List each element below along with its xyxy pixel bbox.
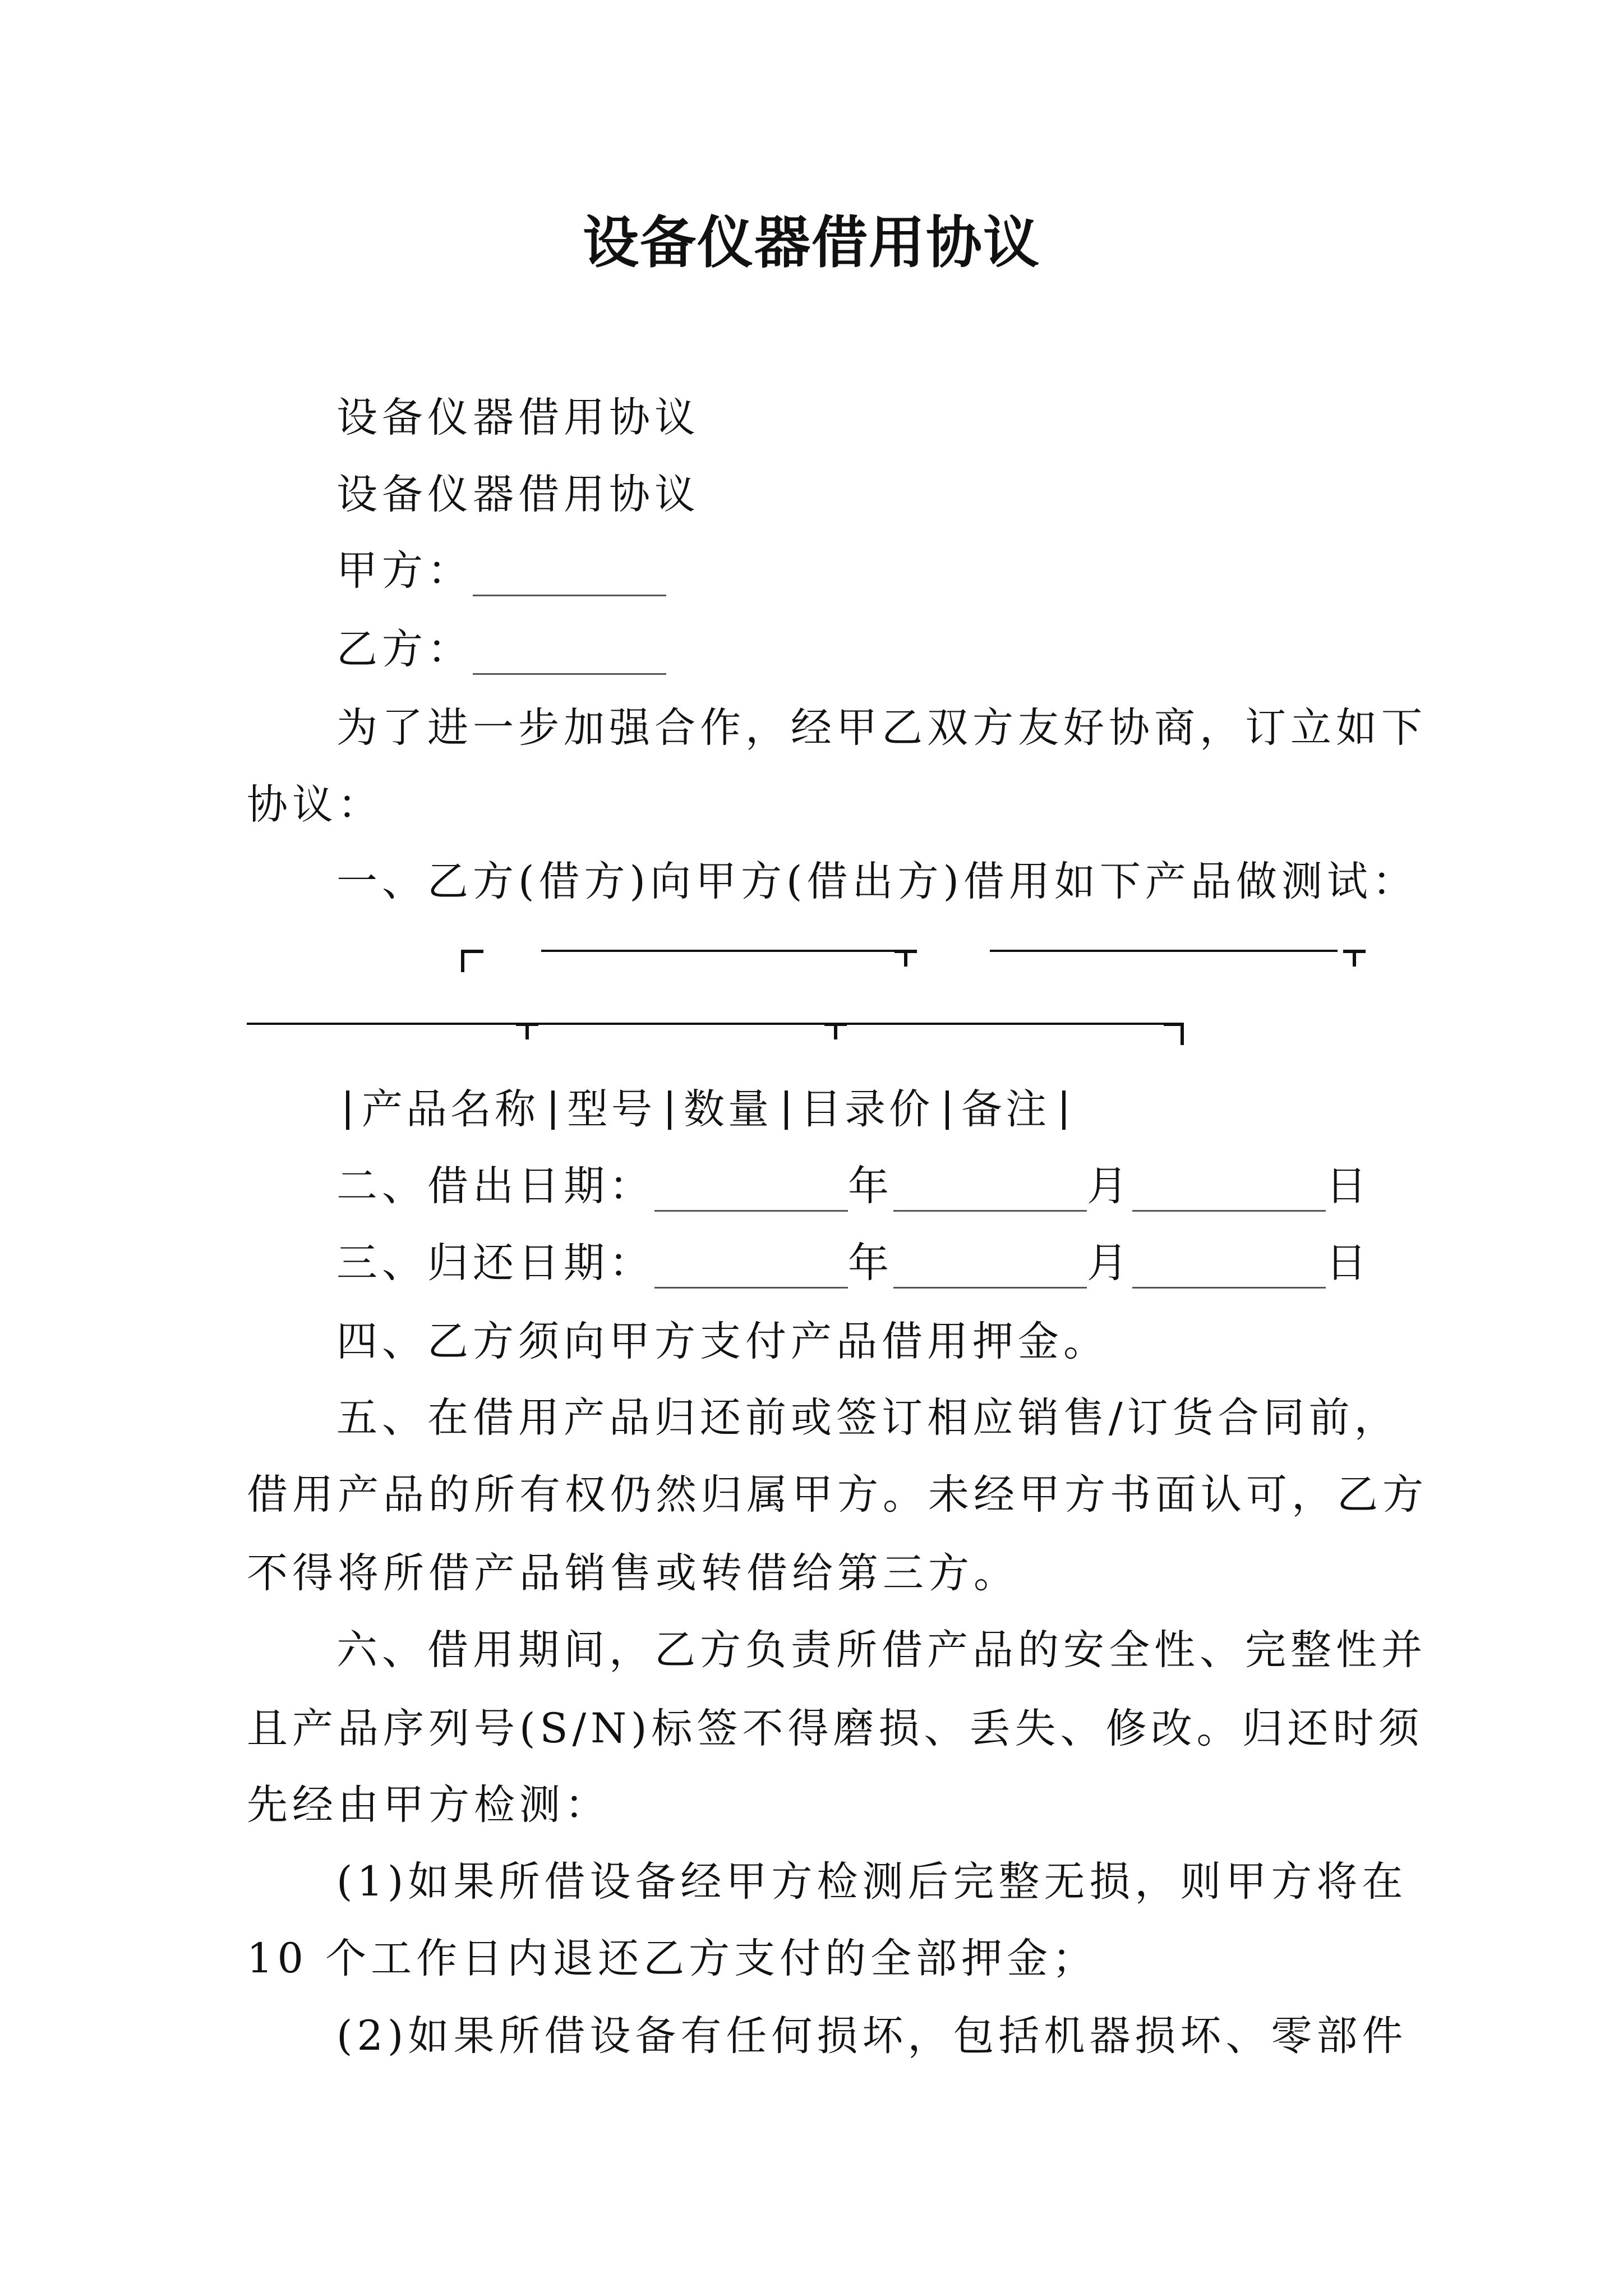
year-label: 年	[848, 1239, 893, 1287]
clause-5-cont: 借用产品的所有权仍然归属甲方。未经甲方书面认可，乙方	[247, 1471, 1428, 1519]
clause-4: 四、乙方须向甲方支付产品借用押金。	[336, 1318, 1109, 1365]
month-label: 月	[1087, 1239, 1132, 1287]
intro-paragraph: 为了进一步加强合作，经甲乙双方友好协商，订立如下	[336, 704, 1427, 752]
return-month-blank	[893, 1251, 1087, 1289]
clause-3	[336, 1230, 1371, 1289]
table-corner-top-left	[461, 950, 483, 972]
document-title: 设备仪器借用协议	[583, 210, 1040, 275]
table-rule	[538, 1023, 824, 1025]
clause-5: 五、在借用产品归还前或签订相应销售/订货合同前，	[336, 1394, 1400, 1442]
day-label: 日	[1326, 1239, 1371, 1287]
intro-paragraph-cont: 协议：	[247, 781, 383, 829]
year-label: 年	[848, 1162, 893, 1210]
party-a-blank	[473, 559, 666, 596]
loan-year-blank	[654, 1174, 848, 1212]
table-tee	[1343, 950, 1366, 967]
loan-month-blank	[893, 1174, 1087, 1212]
table-divider	[551, 1091, 555, 1130]
clause-6-cont: 且产品序列号(S/N)标签不得磨损、丢失、修改。归还时须	[247, 1705, 1424, 1752]
table-tee	[895, 950, 917, 967]
return-year-blank	[654, 1251, 848, 1289]
return-day-blank	[1132, 1251, 1326, 1289]
table-divider	[785, 1091, 788, 1130]
month-label: 月	[1087, 1162, 1132, 1210]
clause-2-label: 二、借出日期：	[336, 1162, 654, 1210]
loan-day-blank	[1132, 1174, 1326, 1212]
table-header-product-name: 产品名称	[362, 1085, 539, 1133]
party-a-line	[336, 537, 666, 596]
party-a-label: 甲方：	[336, 547, 473, 595]
table-tee	[824, 1023, 847, 1039]
table-rule	[541, 950, 895, 952]
table-tee	[516, 1023, 538, 1039]
table-corner-top-right	[1164, 1023, 1184, 1045]
clause-3-label: 三、归还日期：	[336, 1239, 654, 1287]
table-rule	[247, 1023, 516, 1025]
table-rule	[847, 1023, 1164, 1025]
clause-5-cont: 不得将所借产品销售或转借给第三方。	[247, 1549, 1019, 1597]
table-divider	[946, 1091, 949, 1130]
subtitle-line: 设备仪器借用协议	[336, 471, 700, 518]
day-label: 日	[1326, 1162, 1371, 1210]
table-header-quantity: 数量	[684, 1085, 772, 1133]
party-b-line	[336, 616, 666, 675]
clause-1: 一、乙方(借方)向甲方(借出方)借用如下产品做测试：	[336, 858, 1418, 905]
table-divider	[1062, 1091, 1066, 1130]
table-header-model: 型号	[567, 1085, 656, 1133]
subtitle-line: 设备仪器借用协议	[336, 394, 700, 441]
table-header-row	[334, 1076, 1078, 1135]
item-2: (2)如果所借设备有任何损坏，包括机器损坏、零部件	[336, 2012, 1408, 2060]
clause-2	[336, 1153, 1371, 1212]
item-1-cont: 10 个工作日内退还乙方支付的全部押金；	[247, 1935, 1098, 1982]
clause-6: 六、借用期间，乙方负责所借产品的安全性、完整性并	[336, 1626, 1427, 1674]
table-header-list-price: 目录价	[800, 1085, 933, 1133]
item-1: (1)如果所借设备经甲方检测后完整无损，则甲方将在	[336, 1858, 1408, 1906]
party-b-blank	[473, 637, 666, 675]
table-rule	[990, 950, 1338, 952]
clause-6-cont: 先经由甲方检测：	[247, 1781, 610, 1829]
table-divider	[668, 1091, 671, 1130]
party-b-label: 乙方：	[336, 625, 473, 673]
table-divider	[346, 1091, 349, 1130]
table-header-remarks: 备注	[961, 1085, 1050, 1133]
